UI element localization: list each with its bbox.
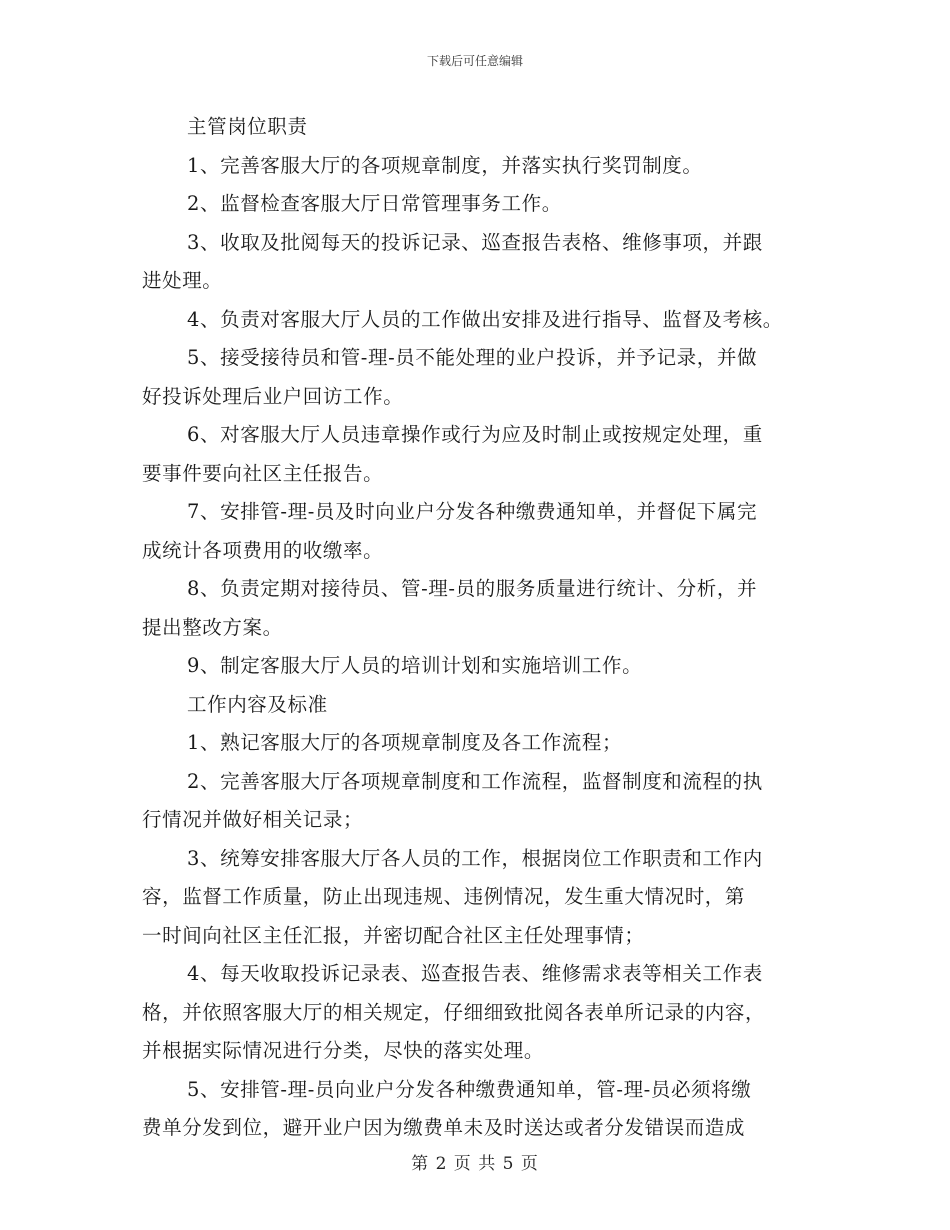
text-line: 要事件要向社区主任报告。	[142, 461, 384, 485]
text-line: 3、统筹安排客服大厅各人员的工作，根据岗位工作职责和工作内	[187, 846, 763, 870]
text-line: 并根据实际情况进行分类，尽快的落实处理。	[142, 1039, 545, 1062]
text-line: 主管岗位职责	[187, 115, 308, 138]
text-line: 1、熟记客服大厅的各项规章制度及各工作流程；	[187, 731, 623, 754]
text-line: 5、安排管-理-员向业户分发各种缴费通知单，管-理-员必须将缴	[187, 1077, 752, 1101]
text-line: 2、完善客服大厅各项规章制度和工作流程，监督制度和流程的执	[187, 769, 763, 793]
page-header: 下载后可任意编辑	[426, 54, 523, 68]
text-line: 进处理。	[142, 269, 223, 292]
text-line: 一时间向社区主任汇报，并密切配合社区主任处理事情；	[142, 923, 645, 947]
text-line: 4、负责对客服大厅人员的工作做出安排及进行指导、监督及考核。	[187, 307, 783, 331]
text-line: 行情况并做好相关记录；	[142, 808, 364, 831]
text-line: 2、监督检查客服大厅日常管理事务工作。	[187, 192, 562, 215]
text-line: 8、负责定期对接待员、管-理-员的服务质量进行统计、分析，并	[187, 577, 758, 600]
text-line: 格，并依照客服大厅的相关规定，仔细细致批阅各表单所记录的内容，	[142, 1000, 766, 1024]
text-line: 费单分发到位，避开业户因为缴费单未及时送达或者分发错误而造成	[142, 1116, 746, 1139]
text-line: 6、对客服大厅人员违章操作或行为应及时制止或按规定处理，重	[187, 423, 763, 446]
text-line: 4、每天收取投诉记录表、巡查报告表、维修需求表等相关工作表	[187, 962, 763, 985]
text-line: 3、收取及批阅每天的投诉记录、巡查报告表格、维修事项，并跟	[187, 230, 763, 254]
text-line: 提出整改方案。	[142, 615, 283, 639]
text-line: 5、接受接待员和管-理-员不能处理的业户投诉，并予记录，并做	[187, 346, 758, 369]
text-line: 容，监督工作质量，防止出现违规、违例情况，发生重大情况时，第	[142, 885, 746, 908]
text-line: 9、制定客服大厅人员的培训计划和实施培训工作。	[187, 654, 643, 677]
text-line: 成统计各项费用的收缴率。	[142, 538, 384, 562]
text-line: 好投诉处理后业户回访工作。	[142, 384, 404, 408]
page-footer: 第 2 页 共 5 页	[411, 1154, 539, 1174]
document-body	[142, 108, 812, 1148]
text-line: 工作内容及标准	[187, 692, 328, 716]
text-line: 1、完善客服大厅的各项规章制度，并落实执行奖罚制度。	[187, 153, 703, 177]
text-line: 7、安排管-理-员及时向业户分发各种缴费通知单，并督促下属完	[187, 500, 758, 523]
